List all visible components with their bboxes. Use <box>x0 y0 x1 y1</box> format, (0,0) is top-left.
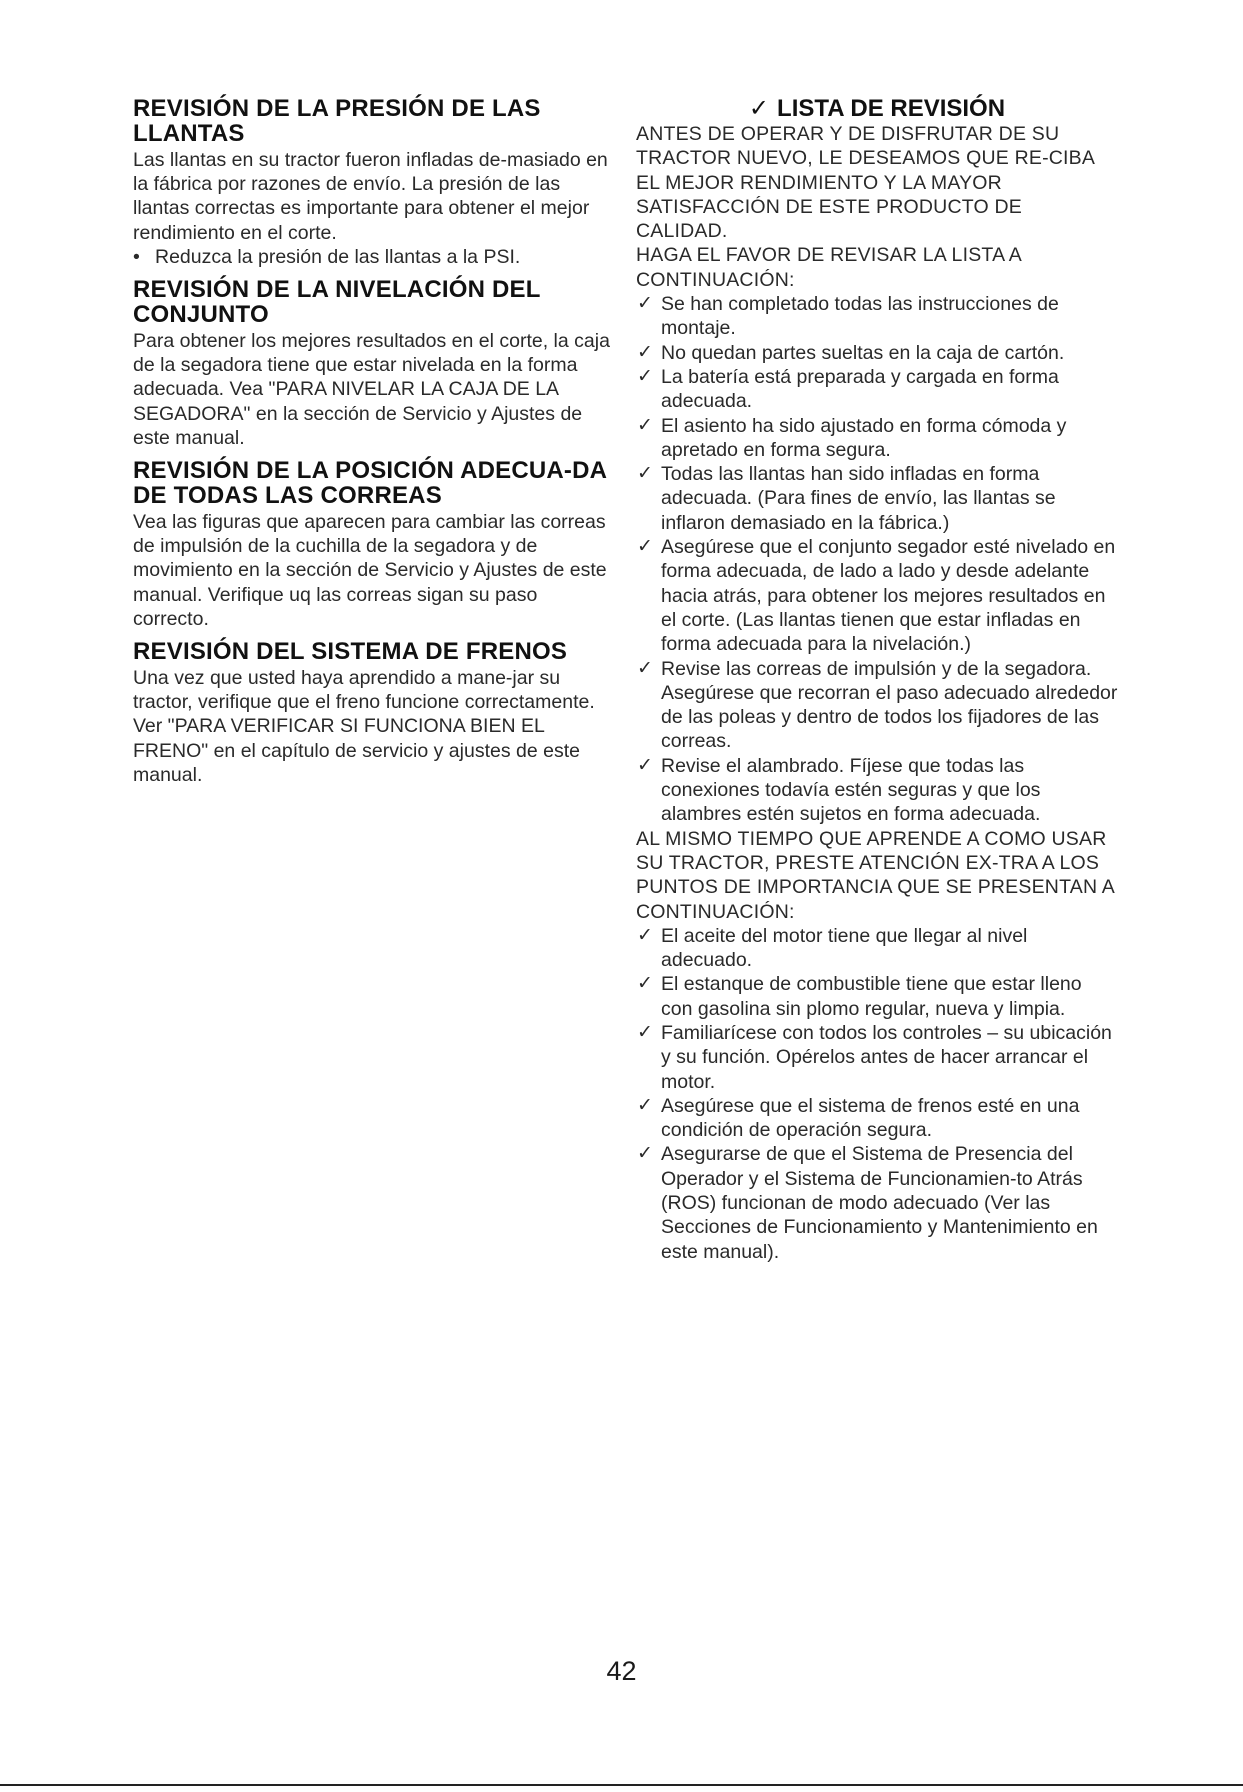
bullet-text: Reduzca la presión de las llantas a la PSI. <box>155 245 521 268</box>
section-brakes <box>133 639 611 787</box>
list-item-text: Asegúrese que el sistema de frenos esté en una condición de operación segura. <box>661 1094 1080 1142</box>
list-item <box>636 754 1118 827</box>
check-icon: ✓ <box>637 536 653 558</box>
list-item <box>636 535 1118 656</box>
checklist-while-learning <box>636 924 1118 1264</box>
intro-paragraph: HAGA EL FAVOR DE REVISAR LA LISTA A CONTINUACIÓN: <box>636 244 1021 291</box>
check-icon: ✓ <box>637 754 653 776</box>
list-item-text: Se han completado todas las instrucciones de montaje. <box>661 293 1059 340</box>
check-icon: ✓ <box>637 414 653 436</box>
check-icon: ✓ <box>637 1143 653 1165</box>
list-item-text: Todas las llantas han sido infladas en forma adecuada. (Para fines de envío, las llantas se inflaron demasiado en la fábrica.) <box>661 463 1056 534</box>
section-paragraph: Para obtener los mejores resultados en el corte, la caja de la segadora tiene que estar nivelada en la forma adecuada. Vea "PARA NIVELAR LA CAJA DE LA SEGADORA" en la sección de Servicio y Ajustes de este manual. <box>133 330 610 449</box>
list-item-text: El asiento ha sido ajustado en forma cómoda y apretado en forma segura. <box>661 414 1067 461</box>
list-item <box>636 292 1118 341</box>
check-icon: ✓ <box>637 463 653 485</box>
middle-paragraph: AL MISMO TIEMPO QUE APRENDE A COMO USAR SU TRACTOR, PRESTE ATENCIÓN EX-TRA A LOS PUNTOS DE IMPORTANCIA QUE SE PRESENTAN A CONTINUACIÓN: <box>636 827 1114 923</box>
bullet-item <box>133 245 611 269</box>
section-heading: REVISIÓN DE LA POSICIÓN ADECUA-DA DE TODAS LAS CORREAS <box>133 457 607 510</box>
bottom-divider <box>0 1784 1243 1786</box>
list-item <box>636 972 1118 1021</box>
checklist-title-text: LISTA DE REVISIÓN <box>777 95 1006 122</box>
section-heading: REVISIÓN DEL SISTEMA DE FRENOS <box>133 638 568 666</box>
check-icon: ✓ <box>637 341 653 363</box>
check-icon: ✓ <box>637 657 653 679</box>
section-heading: REVISIÓN DE LA PRESIÓN DE LAS LLANTAS <box>133 95 541 147</box>
list-item-text: Familiarícese con todos los controles – su ubicación y su función. Opérelos antes de hacer arrancar el motor. <box>661 1021 1112 1093</box>
list-item-text: El aceite del motor tiene que llegar al nivel adecuado. <box>661 924 1028 972</box>
check-icon: ✓ <box>748 95 770 122</box>
list-item-text: No quedan partes sueltas en la caja de cartón. <box>661 341 1065 364</box>
section-paragraph: Las llantas en su tractor fueron infladas de-masiado en la fábrica por razones de envío. La presión de las llantas correctas es importante para obtener el mejor rendimiento en el corte. <box>133 149 608 244</box>
section-paragraph: Una vez que usted haya aprendido a mane-jar su tractor, verifique que el freno funcione correctamente. Ver "PARA VERIFICAR SI FUNCIONA BIEN EL FRENO" en el capítulo de servicio y ajustes de este manual. <box>133 667 595 786</box>
check-icon: ✓ <box>637 1094 653 1116</box>
list-item <box>636 1094 1118 1143</box>
check-icon: ✓ <box>637 365 653 387</box>
section-paragraph: Vea las figuras que aparecen para cambiar las correas de impulsión de la cuchilla de la segadora y de movimiento en la sección de Servicio y Ajustes de este manual. Verifique uq las correas sigan su paso correcto. <box>133 511 607 630</box>
list-item <box>636 462 1118 535</box>
section-tire-pressure <box>133 96 611 269</box>
list-item-text: Revise el alambrado. Fíjese que todas las conexiones todavía estén seguras y que los alambres estén sujetos en forma adecuada. <box>661 754 1041 826</box>
list-item <box>636 1142 1118 1263</box>
left-column <box>133 96 611 795</box>
right-column <box>636 96 1118 1264</box>
list-item <box>636 924 1118 973</box>
list-item-text: Asegúrese que el conjunto segador esté nivelado en forma adecuada, de lado a lado y desde adelante hacia atrás, para obtener los mejores resultados en el corte. (Las llantas tienen que estar infladas en forma adecuada para la nivelación.) <box>661 536 1116 656</box>
intro-paragraph: ANTES DE OPERAR Y DE DISFRUTAR DE SU TRACTOR NUEVO, LE DESEAMOS QUE RE-CIBA EL MEJOR RENDIMIENTO Y LA MAYOR SATISFACCIÓN DE ESTE PRODUCTO DE CALIDAD. <box>636 123 1094 243</box>
check-icon: ✓ <box>637 924 653 946</box>
check-icon: ✓ <box>637 973 653 995</box>
list-item-text: El estanque de combustible tiene que estar lleno con gasolina sin plomo regular, nueva y limpia. <box>661 973 1082 1020</box>
section-heading: REVISIÓN DE LA NIVELACIÓN DEL CONJUNTO <box>133 276 541 329</box>
list-item-text: Revise las correas de impulsión y de la segadora. Asegúrese que recorran el paso adecuado alrededor de las poleas y dentro de todos los fijadores de las correas. <box>661 657 1118 753</box>
section-belts <box>133 458 611 631</box>
page-number: 42 <box>606 1656 637 1686</box>
checklist-pre-operation <box>636 292 1118 827</box>
check-icon: ✓ <box>637 1021 653 1043</box>
list-item <box>636 657 1118 754</box>
list-item <box>636 365 1118 414</box>
checklist-title <box>636 96 1118 121</box>
list-item <box>636 1021 1118 1094</box>
bullet-icon: • <box>133 245 140 268</box>
section-deck-leveling <box>133 277 611 450</box>
list-item-text: Asegurarse de que el Sistema de Presencia del Operador y el Sistema de Funcionamien-to Atrás (ROS) funcionan de modo adecuado (Ver las Secciones de Funcionamiento y Mantenimiento en este manual). <box>661 1143 1098 1263</box>
list-item-text: La batería está preparada y cargada en forma adecuada. <box>661 365 1059 413</box>
list-item <box>636 341 1118 365</box>
check-icon: ✓ <box>637 293 653 315</box>
list-item <box>636 414 1118 463</box>
